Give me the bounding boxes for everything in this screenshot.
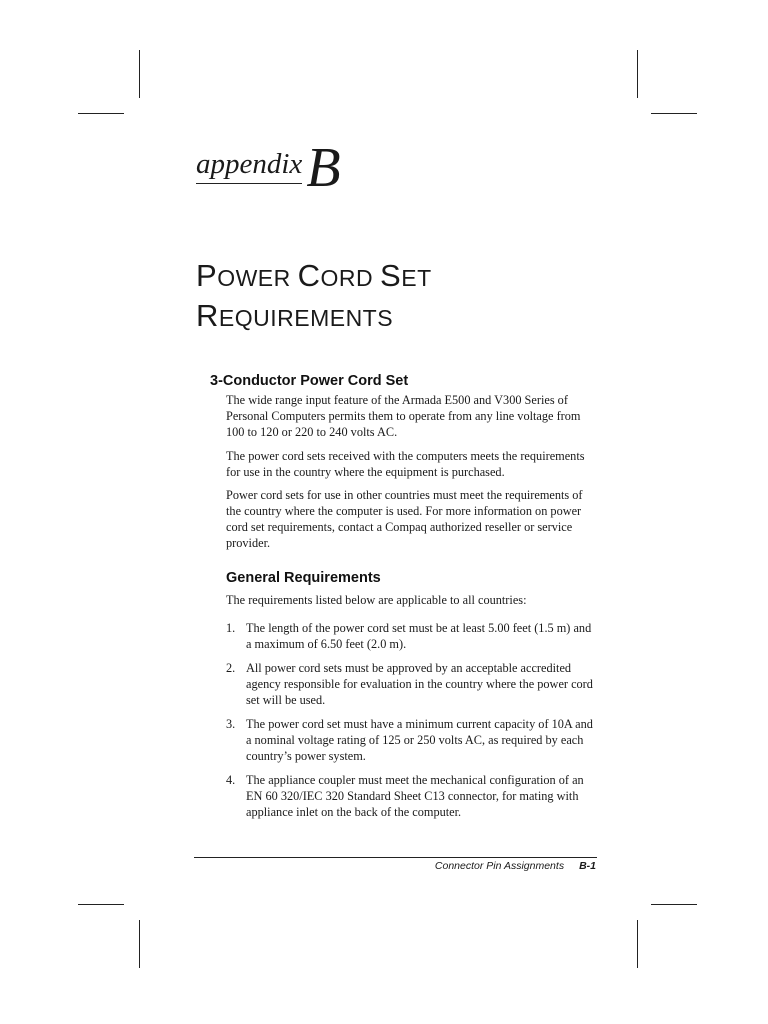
chapter-title bbox=[196, 257, 616, 337]
chapter-title-line-2: REQUIREMENTS bbox=[196, 298, 394, 333]
chapter-title-line bbox=[196, 297, 616, 337]
paragraph: Power cord sets for use in other countries must meet the requirements of the country where the computer is used. For more information on power cord set requirements, contact a Compaq authorized reseller or service provider. bbox=[226, 488, 583, 550]
appendix-label bbox=[196, 137, 341, 199]
footer-section-title: Connector Pin Assignments bbox=[434, 860, 565, 872]
list-item-text: The length of the power cord set must be at least 5.00 feet (1.5 m) and a maximum of 6.50 feet (2.0 m). bbox=[246, 621, 592, 651]
list-item-number: 4. bbox=[226, 773, 236, 787]
crop-mark bbox=[78, 904, 124, 905]
section-heading-conductor: 3-Conductor Power Cord Set bbox=[210, 373, 409, 389]
list-item bbox=[226, 716, 596, 764]
list-item bbox=[226, 772, 596, 820]
chapter-title-line bbox=[196, 257, 616, 297]
crop-mark bbox=[78, 113, 124, 114]
list-item-text: The power cord set must have a minimum current capacity of 10A and a nominal voltage rating of 125 or 250 volts AC, as required by each country’s power system. bbox=[246, 717, 593, 763]
appendix-word: appendix bbox=[196, 150, 302, 184]
paragraph: The wide range input feature of the Armada E500 and V300 Series of Personal Computers permits them to operate from any line voltage from 100 to 120 or 220 to 240 volts AC. bbox=[226, 393, 581, 439]
crop-mark bbox=[637, 50, 638, 98]
paragraph: The power cord sets received with the computers meets the requirements for use in the country where the equipment is purchased. bbox=[226, 449, 585, 479]
footer-rule bbox=[194, 857, 597, 858]
page-number: B-1 bbox=[579, 860, 596, 872]
list-item bbox=[226, 620, 596, 652]
crop-mark bbox=[139, 920, 140, 968]
appendix-letter: B bbox=[306, 137, 341, 199]
page-footer bbox=[435, 860, 596, 872]
list-item-text: The appliance coupler must meet the mechanical configuration of an EN 60 320/IEC 320 Standard Sheet C13 connector, for mating with appliance inlet on the back of the computer. bbox=[246, 773, 584, 819]
list-item bbox=[226, 660, 596, 708]
list-item-number: 3. bbox=[226, 717, 236, 731]
list-item-number: 2. bbox=[226, 661, 236, 675]
crop-mark bbox=[651, 113, 697, 114]
list-item-number: 1. bbox=[226, 621, 236, 635]
chapter-title-line-1: POWER CORD SET bbox=[196, 258, 432, 293]
crop-mark bbox=[637, 920, 638, 968]
crop-mark bbox=[139, 50, 140, 98]
section-heading-general: General Requirements bbox=[226, 570, 381, 586]
requirements-list bbox=[226, 620, 596, 828]
crop-mark bbox=[651, 904, 697, 905]
list-intro: The requirements listed below are applicable to all countries: bbox=[226, 593, 527, 607]
list-item-text: All power cord sets must be approved by an acceptable accredited agency responsible for evaluation in the country where the power cord set will be used. bbox=[246, 661, 593, 707]
